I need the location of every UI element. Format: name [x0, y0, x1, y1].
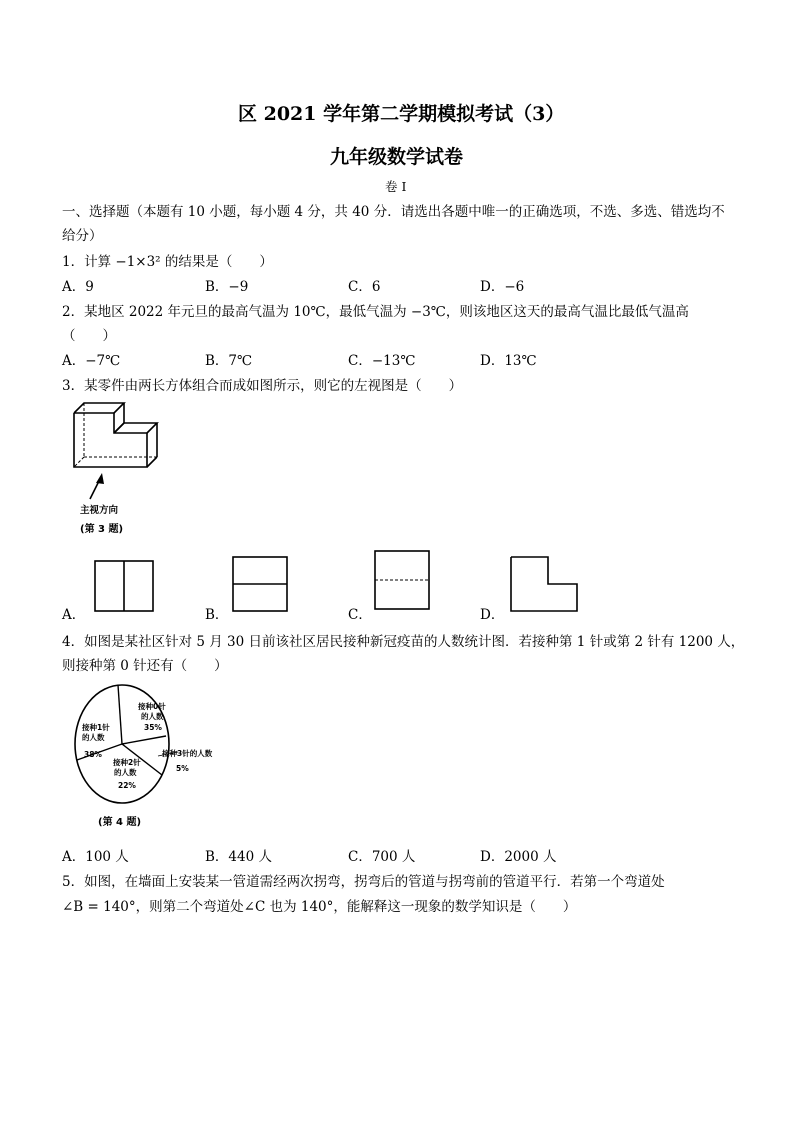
- q2-option-c[interactable]: C．−13℃: [348, 353, 416, 369]
- q1-stem: 1．计算 −1×3² 的结果是（ ）: [62, 254, 273, 270]
- q2-option-d[interactable]: D．13℃: [480, 353, 537, 369]
- pie-dose0-label-2: 的人数: [141, 712, 164, 721]
- q1-option-d[interactable]: D．−6: [480, 279, 525, 295]
- q4-option-a[interactable]: A．100 人: [62, 849, 129, 865]
- q4-stem-line1: 4．如图是某社区针对 5 月 30 日前该社区居民接种新冠疫苗的人数统计图．若接种第 1 针或第 2 针有 1200 人，: [62, 634, 745, 650]
- pie-dose2-label-1: 接种2针: [113, 758, 141, 767]
- pie-dose1-pct: 38%: [84, 750, 102, 759]
- q1-option-b[interactable]: B．−9: [205, 279, 249, 295]
- q3-option-d-figure[interactable]: [510, 556, 580, 614]
- q2-option-b[interactable]: B．7℃: [205, 353, 253, 369]
- q1-option-c[interactable]: C．6: [348, 279, 381, 295]
- section-instructions-line2: 给分）: [62, 228, 103, 244]
- q4-option-c[interactable]: C．700 人: [348, 849, 416, 865]
- exam-title: 区 2021 学年第二学期模拟考试（3）: [238, 103, 565, 125]
- pie-dose3-label: 接种3针的人数: [162, 749, 213, 758]
- q4-stem-line2: 则接种第 0 针还有（ ）: [62, 658, 228, 674]
- pie-dose0-pct: 35%: [144, 723, 162, 732]
- q1-option-a[interactable]: A．9: [62, 279, 94, 295]
- q3-option-b-figure[interactable]: [232, 556, 290, 614]
- pie-divider-top: [118, 685, 122, 744]
- q4-option-b[interactable]: B．440 人: [205, 849, 272, 865]
- q4-pie-chart: [62, 680, 222, 810]
- q3-option-d[interactable]: D．: [480, 607, 505, 623]
- q3-option-c-figure[interactable]: [374, 550, 432, 612]
- pie-divider-right-upper: [122, 736, 166, 744]
- q4-option-d[interactable]: D．2000 人: [480, 849, 557, 865]
- pie-dose3-pct: 5%: [176, 764, 189, 773]
- pie-dose0-label-1: 接种0针: [138, 702, 166, 711]
- pie-dose2-label-2: 的人数: [114, 768, 137, 777]
- q3-stem: 3．某零件由两长方体组合而成如图所示，则它的左视图是（ ）: [62, 378, 463, 394]
- q3-option-c[interactable]: C．: [348, 607, 372, 623]
- q5-stem-line1: 5．如图，在墙面上安装某一管道需经两次拐弯，拐弯后的管道与拐弯前的管道平行．若第一个弯道处: [62, 874, 665, 890]
- q3-arrow-label: 主视方向: [80, 505, 119, 516]
- exam-subtitle: 九年级数学试卷: [330, 146, 464, 168]
- q4-caption: (第 4 题): [98, 817, 142, 828]
- q3-option-b[interactable]: B．: [205, 607, 229, 623]
- pie-dose1-label-2: 的人数: [82, 733, 105, 742]
- volume-label: 卷 I: [385, 179, 407, 194]
- q2-stem-line1: 2．某地区 2022 年元旦的最高气温为 10℃，最低气温为 −3℃，则该地区这天的最高气温比最低气温高: [62, 304, 689, 320]
- q5-stem-line2: ∠B = 140°，则第二个弯道处∠C 也为 140°，能解释这一现象的数学知识是（ ）: [62, 899, 577, 915]
- q2-stem-line2: （ ）: [62, 328, 116, 344]
- pie-dose2-pct: 22%: [118, 781, 136, 790]
- section-instructions-line1: 一、选择题（本题有 10 小题，每小题 4 分，共 40 分．请选出各题中唯一的正确选项，不选、多选、错选均不: [62, 204, 725, 220]
- q3-option-a-figure[interactable]: [94, 560, 156, 614]
- q3-caption: (第 3 题): [80, 524, 124, 535]
- q2-option-a[interactable]: A．−7℃: [62, 353, 121, 369]
- pie-dose1-label-1: 接种1针: [82, 723, 110, 732]
- q3-option-a[interactable]: A．: [62, 607, 86, 623]
